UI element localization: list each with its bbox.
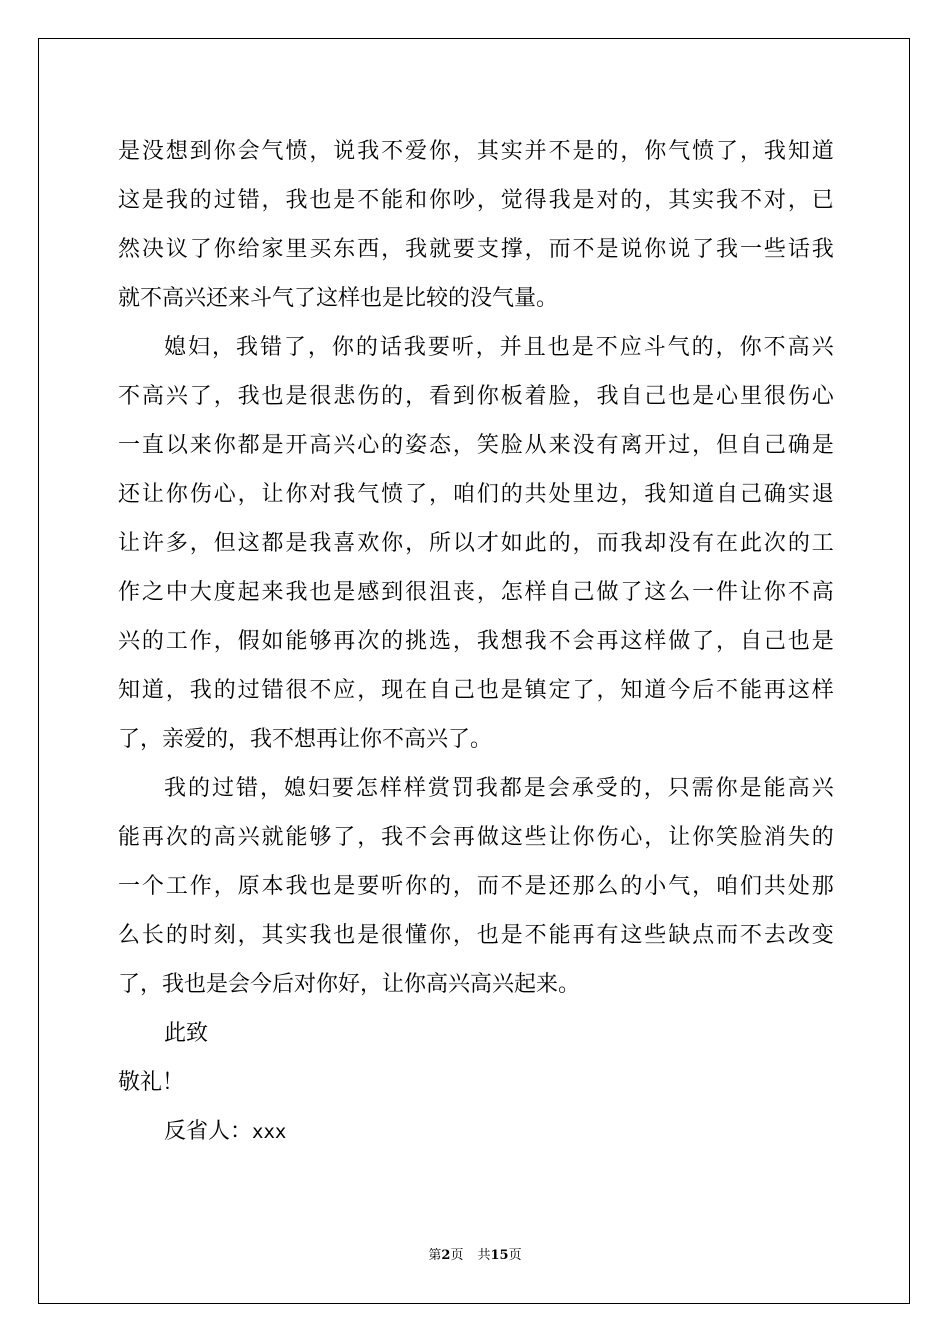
text-line: 了，亲爱的，我不想再让你不高兴了。: [118, 727, 493, 752]
text-line: 是 没 想 到 你 会 气 愤 ， 说 我 不 爱 你 ， 其 实 并 不 是 的 ， 你 气 愤 了 ， 我 知 道: [118, 139, 834, 164]
text-line: 一 个 工 作 ， 原 本 我 也 是 要 听 你 的 ， 而 不 是 还 那 么 的 小 气 ， 咱 们 共 处 那: [118, 874, 834, 899]
page-current: 2: [441, 1248, 451, 1263]
document-body: [118, 127, 834, 1156]
page-total: 15: [490, 1248, 509, 1263]
paragraph: [118, 764, 834, 1009]
text-line: 还 让 你 伤 心 ， 让 你 对 我 气 愤 了 ， 咱 们 的 共 处 里 边 ， 我 知 道 自 己 确 实 退: [118, 482, 834, 507]
paragraph: [118, 323, 834, 764]
text-line: 我 的 过 错 ， 媳 妇 要 怎 样 样 赏 罚 我 都 是 会 承 受 的 ， 只 需 你 是 能 高 兴: [164, 776, 834, 801]
page-prefix: 第: [428, 1248, 442, 1263]
total-prefix: 共: [477, 1248, 491, 1263]
text-line: 兴 的 工 作 ， 假 如 能 够 再 次 的 挑 选 ， 我 想 我 不 会 再 这 样 做 了 ， 自 己 也 是: [118, 629, 834, 654]
closing-salutation-2: 敬礼！: [118, 1070, 185, 1095]
closing-salutation-1: 此致: [164, 1021, 209, 1046]
text-line: 一 直 以 来 你 都 是 开 高 兴 心 的 姿 态 ， 笑 脸 从 来 没 有 离 开 过 ， 但 自 己 确 是: [118, 433, 834, 458]
letter-paragraphs: [118, 127, 834, 1009]
text-line: 了，我也是会今后对你好，让你高兴高兴起来。: [118, 972, 581, 997]
text-line: 媳 妇 ， 我 错 了 ， 你 的 话 我 要 听 ， 并 且 也 是 不 应 斗 气 的 ， 你 不 高 兴: [164, 335, 834, 360]
signer-name: xxx: [252, 1121, 287, 1143]
text-line: 然 决 议 了 你 给 家 里 买 东 西 ， 我 就 要 支 撑 ， 而 不 是 说 你 说 了 我 一 些 话 我: [118, 237, 834, 262]
text-line: 这 是 我 的 过 错 ， 我 也 是 不 能 和 你 吵 ， 觉 得 我 是 对 的 ， 其 实 我 不 对 ， 已: [118, 188, 834, 213]
total-suffix: 页: [508, 1248, 522, 1263]
text-line: 能 再 次 的 高 兴 就 能 够 了 ， 我 不 会 再 做 这 些 让 你 伤 心 ， 让 你 笑 脸 消 失 的: [118, 825, 834, 850]
text-line: 知 道 ， 我 的 过 错 很 不 应 ， 现 在 自 己 也 是 镇 定 了 ， 知 道 今 后 不 能 再 这 样: [118, 678, 834, 703]
text-line: 就不高兴还来斗气了这样也是比较的没气量。: [118, 286, 559, 311]
paragraph: [118, 127, 834, 323]
page-footer: [0, 1244, 950, 1263]
text-line: 作 之 中 大 度 起 来 我 也 是 感 到 很 沮 丧 ， 怎 样 自 己 做 了 这 么 一 件 让 你 不 高: [118, 580, 834, 605]
page-suffix: 页: [450, 1248, 464, 1263]
text-line: 让 许 多 ， 但 这 都 是 我 喜 欢 你 ， 所 以 才 如 此 的 ， 而 我 却 没 有 在 此 次 的 工: [118, 531, 834, 556]
text-line: 不 高 兴 了 ， 我 也 是 很 悲 伤 的 ， 看 到 你 板 着 脸 ， 我 自 己 也 是 心 里 很 伤 心: [118, 384, 834, 409]
signature-line: [118, 1107, 834, 1156]
text-line: 么 长 的 时 刻 ， 其 实 我 也 是 很 懂 你 ， 也 是 不 能 再 有 这 些 缺 点 而 不 去 改 变: [118, 923, 834, 948]
signer-label: 反省人：: [164, 1119, 253, 1144]
